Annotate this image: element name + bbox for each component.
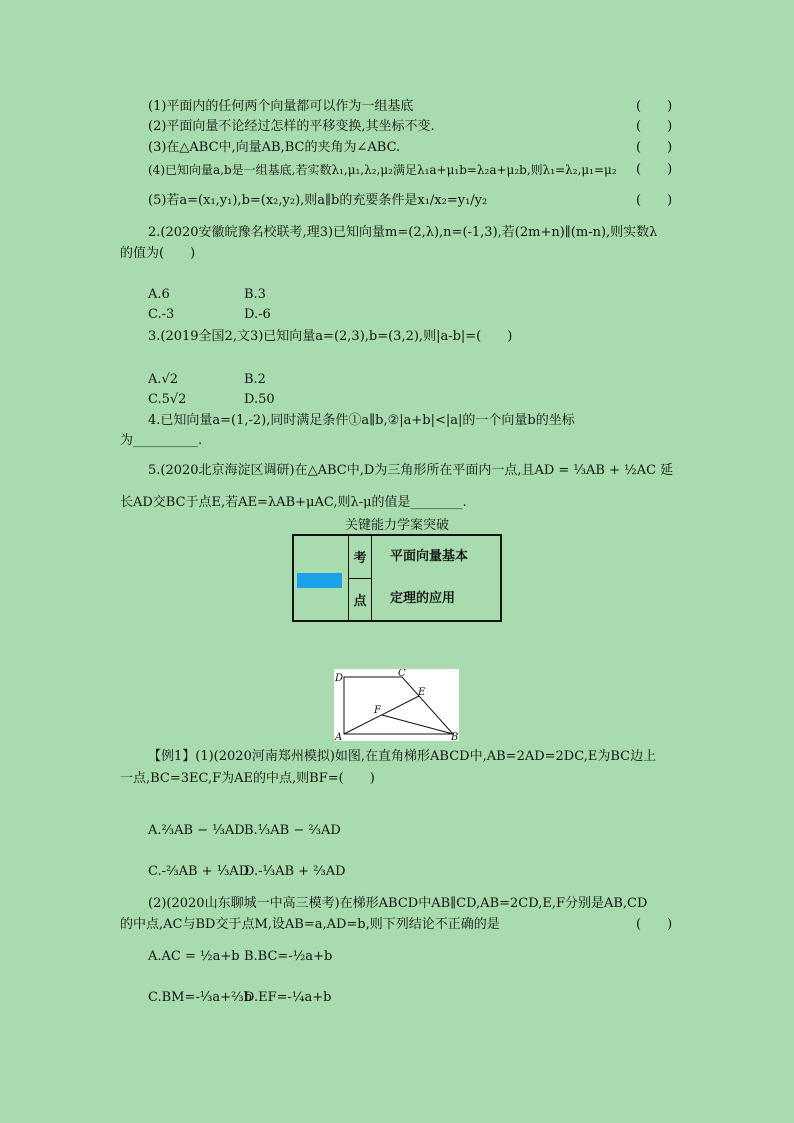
label-f: F	[374, 705, 381, 716]
label-b: B	[451, 732, 459, 741]
kaodian-char-1: 考	[349, 535, 372, 578]
ex2-blank[interactable]: ( )	[636, 917, 673, 932]
q1-item-2: (2)平面向量不论经过怎样的平移变换,其坐标不变.	[148, 119, 435, 134]
q1-blank-2[interactable]: ( )	[636, 119, 673, 134]
label-e: E	[418, 687, 426, 698]
kaodian-topic	[372, 535, 502, 621]
ex2-option-c[interactable]: C.BM=-⅓a+⅔b	[148, 990, 252, 1005]
q3-stem: 3.(2019全国2,文3)已知向量a=(2,3),b=(3,2),则|a-b|=( )	[148, 329, 513, 344]
q2-option-a[interactable]: A.6	[148, 287, 170, 302]
label-c: C	[398, 669, 406, 679]
q4-stem-line2[interactable]: 为__________.	[120, 433, 203, 448]
q1-item-5: (5)若a=(x₁,y₁),b=(x₂,y₂),则a∥b的充要条件是x₁/x₂=y₁/y₂	[148, 193, 488, 208]
ex2-stem-line2: 的中点,AC与BD交于点M,设AB=a,AD=b,则下列结论不正确的是	[120, 917, 500, 932]
q1-blank-5[interactable]: ( )	[636, 193, 673, 208]
section-title: 关键能力学案突破	[344, 518, 449, 533]
q3-option-a[interactable]: A.√2	[148, 372, 179, 387]
kaodian-topic-line1: 平面向量基本	[390, 549, 469, 564]
q1-item-4: (4)已知向量a,b是一组基底,若实数λ₁,μ₁,λ₂,μ₂满足λ₁a+μ₁b=λ₂a+μ₂b,则λ₁=λ₂,μ₁=μ₂	[148, 163, 617, 177]
q1-blank-4[interactable]: ( )	[636, 162, 673, 177]
q3-option-d[interactable]: D.50	[244, 392, 275, 407]
label-d: D	[335, 673, 344, 684]
ex1-option-c[interactable]: C.-⅔AB + ⅓AD	[148, 864, 250, 879]
kaodian-char-2: 点	[349, 578, 372, 621]
ex1-option-a[interactable]: A.⅔AB − ⅓AD	[148, 823, 245, 838]
q1-blank-1[interactable]: ( )	[636, 99, 673, 114]
q3-option-c[interactable]: C.5√2	[148, 392, 187, 407]
q1-item-1: (1)平面内的任何两个向量都可以作为一组基底	[148, 99, 414, 114]
text-selection-highlight[interactable]	[297, 573, 342, 588]
ex2-option-a[interactable]: A.AC = ½a+b	[148, 949, 240, 964]
q2-stem-line2: 的值为( )	[120, 246, 196, 261]
q1-blank-3[interactable]: ( )	[636, 140, 673, 155]
q1-item-3: (3)在△ABC中,向量AB,BC的夹角为∠ABC.	[148, 140, 401, 155]
ex2-option-d[interactable]: D.EF=-¼a+b	[244, 990, 332, 1005]
q5-stem-line2[interactable]: 长AD交BC于点E,若AE=λAB+μAC,则λ-μ的值是________.	[120, 495, 467, 510]
ex1-stem-line2: 一点,BC=3EC,F为AE的中点,则BF=( )	[120, 771, 375, 786]
ex2-stem-line1: (2)(2020山东聊城一中高三模考)在梯形ABCD中AB∥CD,AB=2CD,E,F分别是AB,CD	[148, 896, 648, 911]
q2-option-c[interactable]: C.-3	[148, 307, 175, 322]
ex1-option-d[interactable]: D.-⅓AB + ⅔AD	[244, 864, 346, 879]
q2-option-d[interactable]: D.-6	[244, 307, 271, 322]
q2-option-b[interactable]: B.3	[244, 287, 266, 302]
q5-stem-line1: 5.(2020北京海淀区调研)在△ABC中,D为三角形所在平面内一点,且AD = ⅓AB + ½AC 延	[148, 463, 674, 478]
kaodian-topic-line2: 定理的应用	[390, 591, 456, 606]
ex1-option-b[interactable]: B.⅓AB − ⅔AD	[244, 823, 341, 838]
trapezoid-figure	[334, 669, 459, 741]
q2-stem-line1: 2.(2020安徽皖豫名校联考,理3)已知向量m=(2,λ),n=(-1,3),若(2m+n)∥(m-n),则实数λ	[148, 225, 658, 240]
ex1-stem-line1: 【例1】(1)(2020河南郑州模拟)如图,在直角梯形ABCD中,AB=2AD=2DC,E为BC边上	[148, 749, 657, 764]
q4-stem-line1: 4.已知向量a=(1,-2),同时满足条件①a∥b,②|a+b|<|a|的一个向量b的坐标	[148, 413, 575, 428]
ex2-option-b[interactable]: B.BC=-½a+b	[244, 949, 333, 964]
label-a: A	[335, 732, 343, 741]
q3-option-b[interactable]: B.2	[244, 372, 266, 387]
